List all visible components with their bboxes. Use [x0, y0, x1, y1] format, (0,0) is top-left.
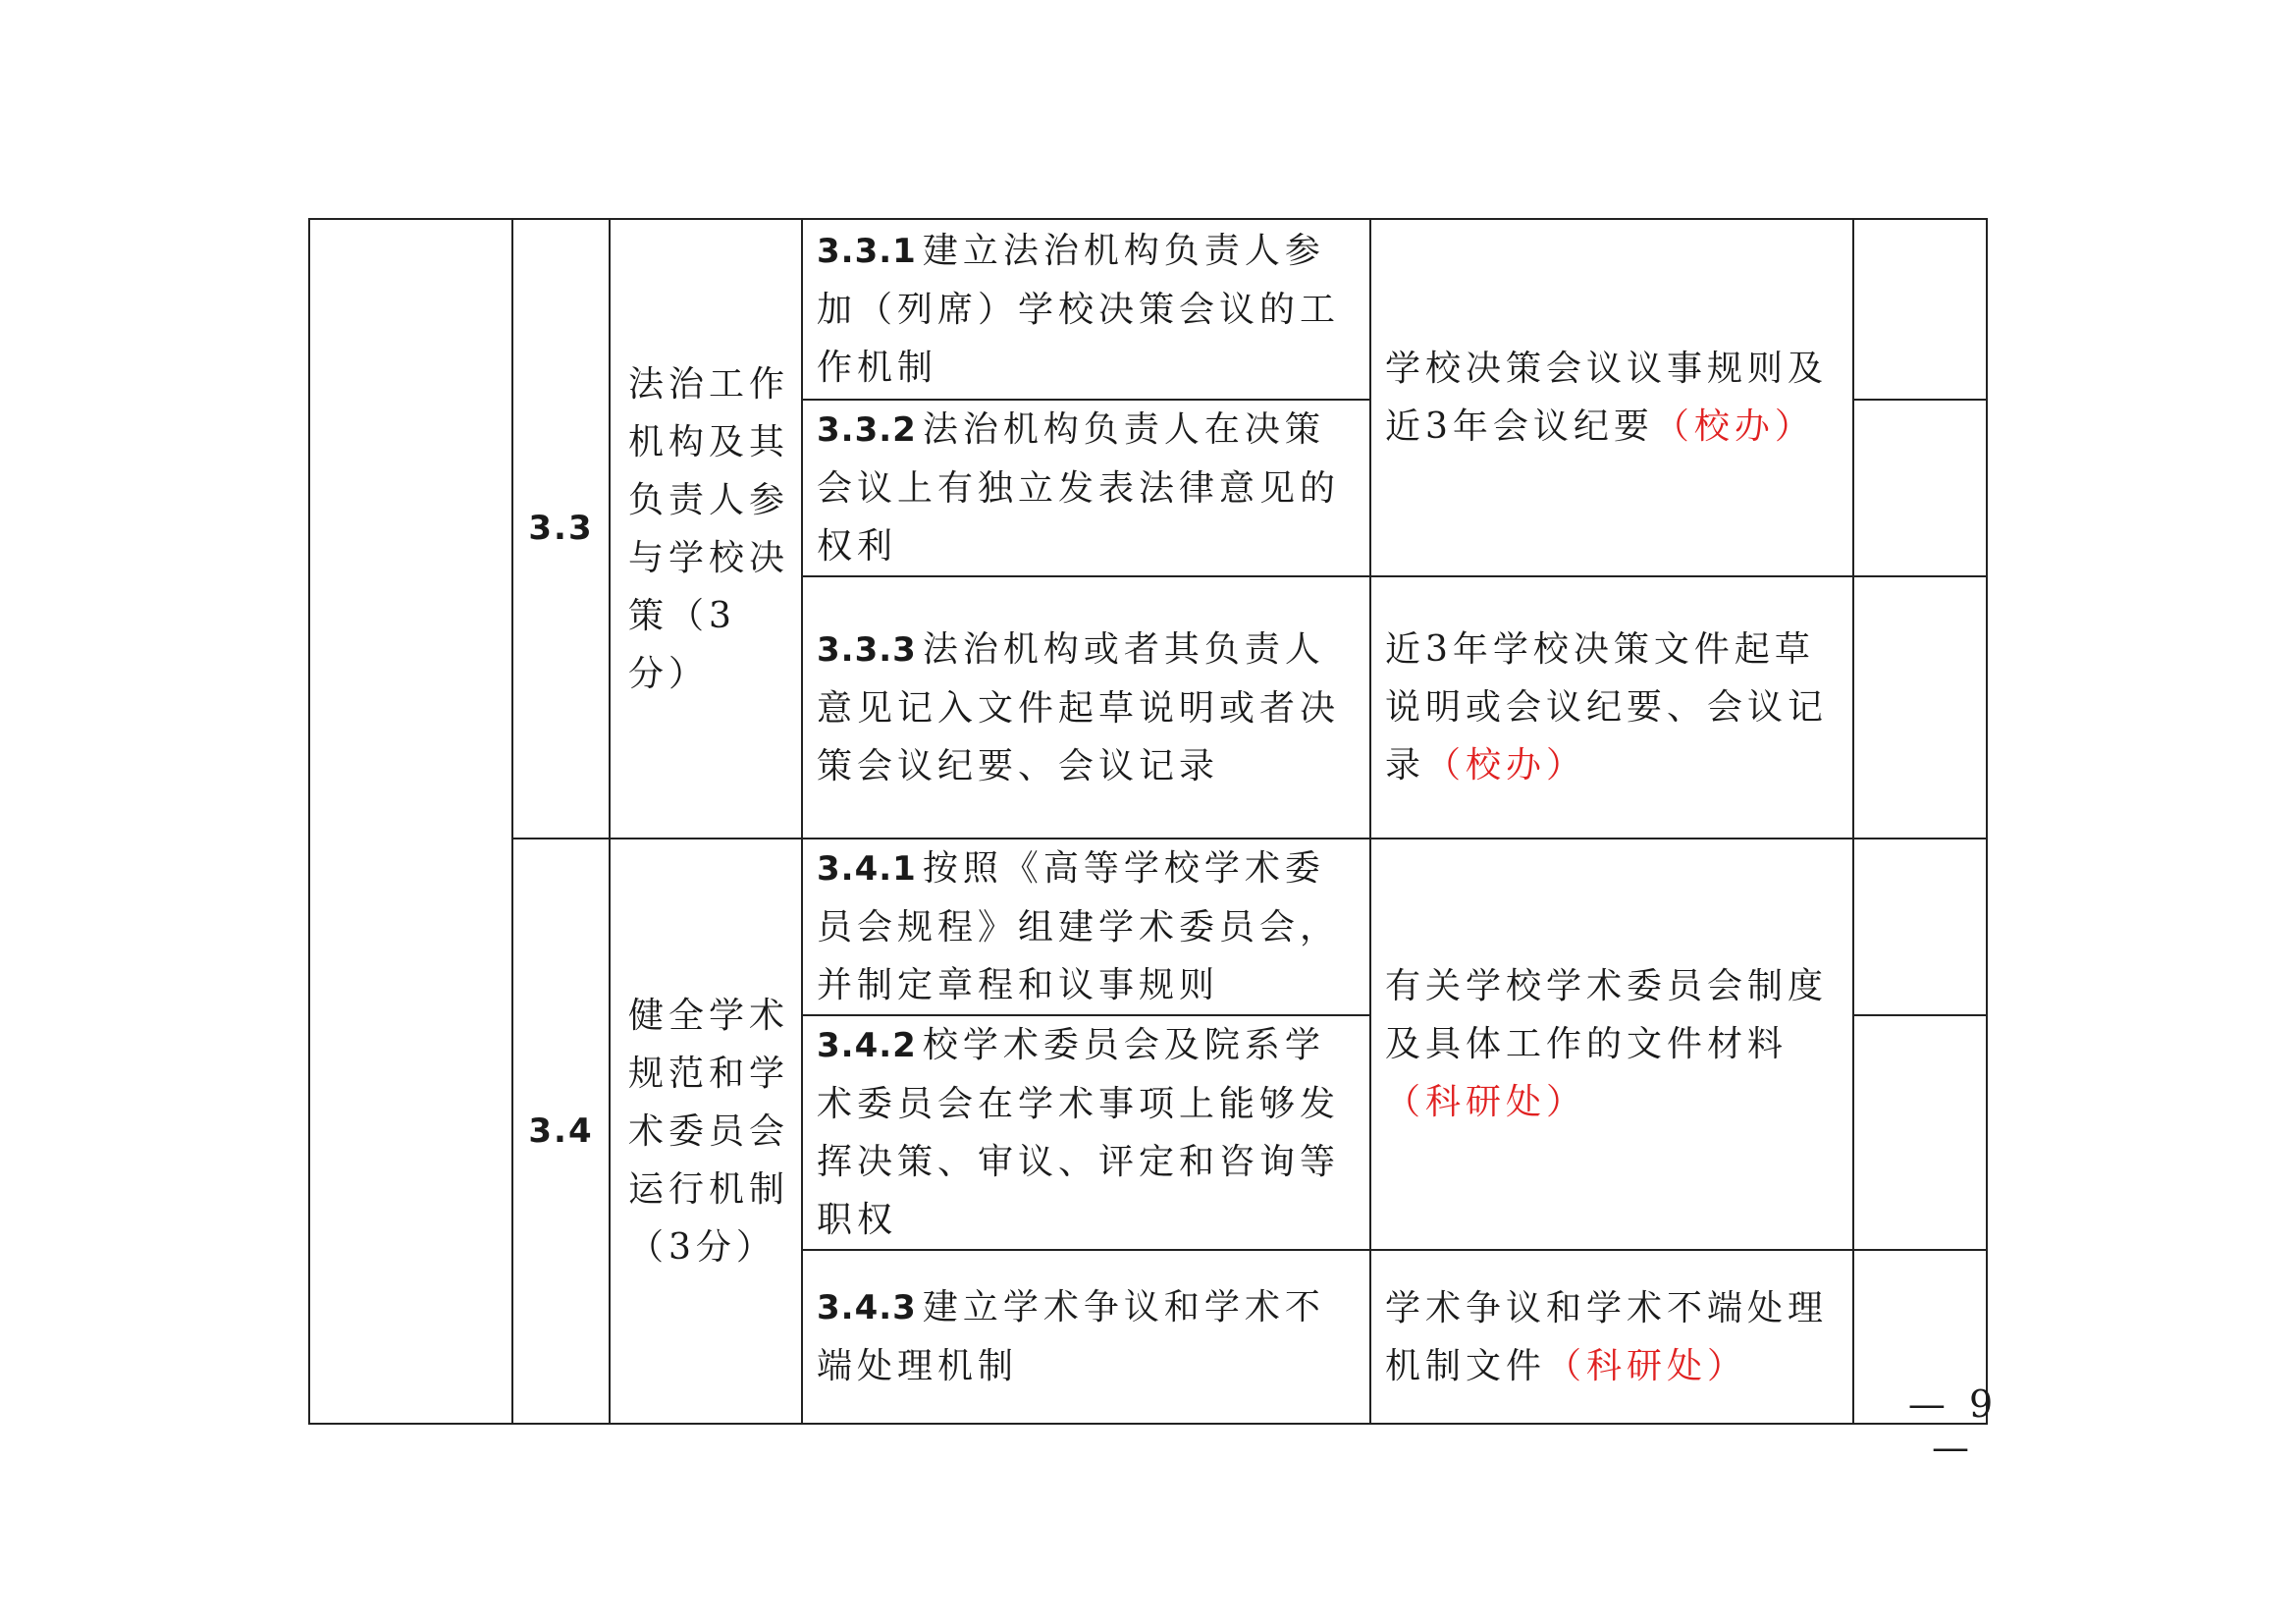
indicator-text: 校学术委员会及院系学术委员会在学术事项上能够发挥决策、审议、评定和咨询等职权 — [817, 1025, 1341, 1240]
score-cell — [1853, 576, 1987, 839]
department-label: （科研处） — [1385, 1082, 1587, 1122]
indicator-code: 3.3.3 — [817, 629, 917, 670]
section-number: 3.4 — [512, 839, 610, 1424]
evidence-cell — [1370, 1250, 1853, 1424]
indicator-code: 3.4.3 — [817, 1288, 917, 1327]
evidence-text: 近3年学校决策文件起草说明或会议纪要、会议记录 — [1385, 629, 1829, 785]
indicator-text: 按照《高等学校学术委员会规程》组建学术委员会，并制定章程和议事规则 — [817, 848, 1341, 1005]
indicator-code: 3.4.2 — [817, 1026, 917, 1065]
indicator-text: 建立法治机构负责人参加（列席）学校决策会议的工作机制 — [817, 231, 1341, 388]
indicator-code: 3.3.1 — [817, 232, 917, 271]
evidence-text: 学术争议和学术不端处理机制文件 — [1385, 1287, 1829, 1386]
category-cell — [309, 219, 512, 1424]
indicator-text: 法治机构负责人在决策会议上有独立发表法律意见的权利 — [817, 409, 1341, 567]
score-cell — [1853, 1015, 1987, 1250]
section-title: 健全学术规范和学术委员会运行机制（3分） — [610, 839, 802, 1424]
department-label: （科研处） — [1546, 1345, 1748, 1386]
indicator-item — [802, 400, 1370, 576]
indicator-text: 法治机构或者其负责人意见记入文件起草说明或者决策会议纪要、会议记录 — [817, 628, 1341, 786]
indicator-text: 建立学术争议和学术不端处理机制 — [817, 1287, 1325, 1386]
indicator-item — [802, 219, 1370, 400]
page-number: — 9 — — [1907, 1382, 2000, 1469]
evidence-text: 有关学校学术委员会制度及具体工作的文件材料 — [1385, 966, 1829, 1064]
table-row — [309, 219, 1987, 400]
indicator-item — [802, 1015, 1370, 1250]
evidence-cell — [1370, 576, 1853, 839]
score-cell — [1853, 219, 1987, 400]
section-title: 法治工作机构及其负责人参与学校决策（3分） — [610, 219, 802, 839]
indicator-code: 3.4.1 — [817, 849, 917, 889]
evidence-text: 学校决策会议议事规则及近3年会议纪要 — [1385, 349, 1829, 447]
indicator-code: 3.3.2 — [817, 410, 917, 450]
department-label: （校办） — [1425, 745, 1587, 785]
department-label: （校办） — [1653, 406, 1815, 447]
score-cell — [1853, 400, 1987, 576]
evidence-cell — [1370, 839, 1853, 1250]
indicator-item — [802, 839, 1370, 1015]
score-cell — [1853, 839, 1987, 1015]
indicator-item — [802, 576, 1370, 839]
indicator-item — [802, 1250, 1370, 1424]
evaluation-table — [308, 218, 1988, 1425]
table-row — [309, 839, 1987, 1015]
evidence-cell — [1370, 219, 1853, 576]
section-number: 3.3 — [512, 219, 610, 839]
